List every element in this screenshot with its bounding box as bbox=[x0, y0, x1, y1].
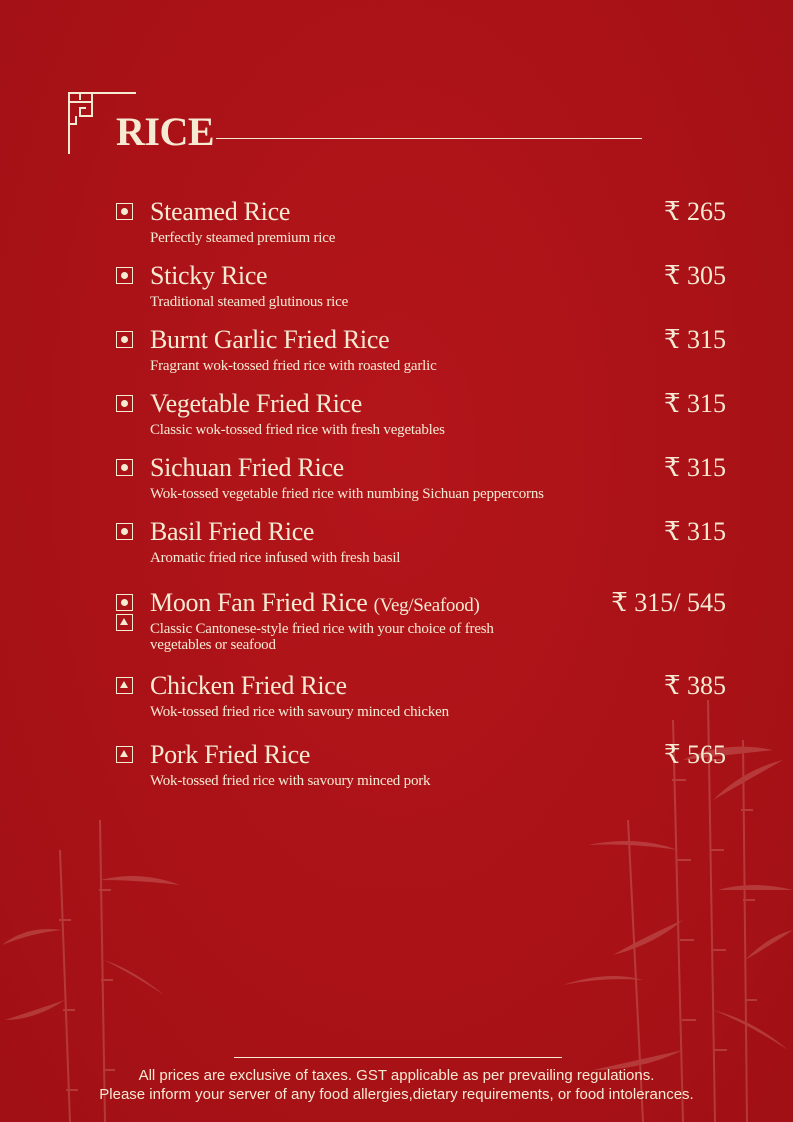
item-name bbox=[150, 740, 310, 770]
item-name-text: Sichuan Fried Rice bbox=[150, 453, 344, 482]
veg-indicator-icon bbox=[116, 203, 133, 220]
non-veg-indicator-icon bbox=[116, 746, 133, 763]
item-price: ₹ 315 bbox=[663, 389, 726, 418]
item-name-text: Chicken Fried Rice bbox=[150, 671, 347, 700]
veg-indicator-icon bbox=[116, 267, 133, 284]
diet-indicators bbox=[116, 203, 136, 223]
item-name bbox=[150, 389, 362, 419]
diet-indicators bbox=[116, 331, 136, 351]
diet-indicators bbox=[116, 594, 136, 634]
item-name-text: Moon Fan Fried Rice bbox=[150, 588, 368, 617]
item-description: Wok-tossed fried rice with savoury minced chicken bbox=[150, 704, 449, 720]
item-name-text: Burnt Garlic Fried Rice bbox=[150, 325, 390, 354]
item-name bbox=[150, 261, 267, 291]
veg-indicator-icon bbox=[116, 459, 133, 476]
item-price: ₹ 385 bbox=[663, 671, 726, 700]
diet-indicators bbox=[116, 267, 136, 287]
item-description: Fragrant wok-tossed fried rice with roasted garlic bbox=[150, 358, 437, 374]
diet-indicators bbox=[116, 459, 136, 479]
item-name-text: Basil Fried Rice bbox=[150, 517, 315, 546]
item-name bbox=[150, 588, 480, 621]
veg-indicator-icon bbox=[116, 594, 133, 611]
non-veg-indicator-icon bbox=[116, 614, 133, 631]
veg-indicator-icon bbox=[116, 523, 133, 540]
item-name bbox=[150, 197, 290, 227]
item-name bbox=[150, 325, 389, 355]
item-price: ₹ 315/ 545 bbox=[611, 588, 726, 617]
item-description: Perfectly steamed premium rice bbox=[150, 230, 336, 246]
item-description: Wok-tossed fried rice with savoury minced pork bbox=[150, 773, 431, 789]
item-name-text: Steamed Rice bbox=[150, 197, 291, 226]
item-description: Traditional steamed glutinous rice bbox=[150, 294, 349, 310]
non-veg-indicator-icon bbox=[116, 677, 133, 694]
item-name-text: Pork Fried Rice bbox=[150, 740, 311, 769]
item-name bbox=[150, 453, 344, 483]
diet-indicators bbox=[116, 677, 136, 697]
item-description: Aromatic fried rice infused with fresh basil bbox=[150, 550, 401, 566]
tax-disclaimer: All prices are exclusive of taxes. GST applicable as per prevailing regulations. bbox=[138, 1067, 655, 1084]
item-description: Classic Cantonese-style fried rice with your choice of fresh vegetables or seafood bbox=[150, 621, 494, 653]
veg-indicator-icon bbox=[116, 395, 133, 412]
item-name-text: Sticky Rice bbox=[150, 261, 268, 290]
diet-indicators bbox=[116, 746, 136, 766]
item-note: (Veg/Seafood) bbox=[373, 595, 480, 616]
footer-divider bbox=[234, 1057, 562, 1058]
item-name bbox=[150, 671, 347, 701]
diet-indicators bbox=[116, 395, 136, 415]
item-name-text: Vegetable Fried Rice bbox=[150, 389, 363, 418]
veg-indicator-icon bbox=[116, 331, 133, 348]
item-price: ₹ 315 bbox=[663, 453, 726, 482]
item-description: Classic wok-tossed fried rice with fresh vegetables bbox=[150, 422, 445, 438]
item-description: Wok-tossed vegetable fried rice with numbing Sichuan peppercorns bbox=[150, 486, 544, 502]
item-price: ₹ 265 bbox=[663, 197, 726, 226]
title-divider bbox=[216, 138, 642, 139]
item-name bbox=[150, 517, 314, 547]
diet-indicators bbox=[116, 523, 136, 543]
item-price: ₹ 305 bbox=[663, 261, 726, 290]
section-title: RICE bbox=[116, 109, 215, 154]
item-price: ₹ 565 bbox=[663, 740, 726, 769]
item-price: ₹ 315 bbox=[663, 325, 726, 354]
item-price: ₹ 315 bbox=[663, 517, 726, 546]
allergy-disclaimer: Please inform your server of any food allergies,dietary requirements, or food intolerances. bbox=[99, 1086, 694, 1103]
